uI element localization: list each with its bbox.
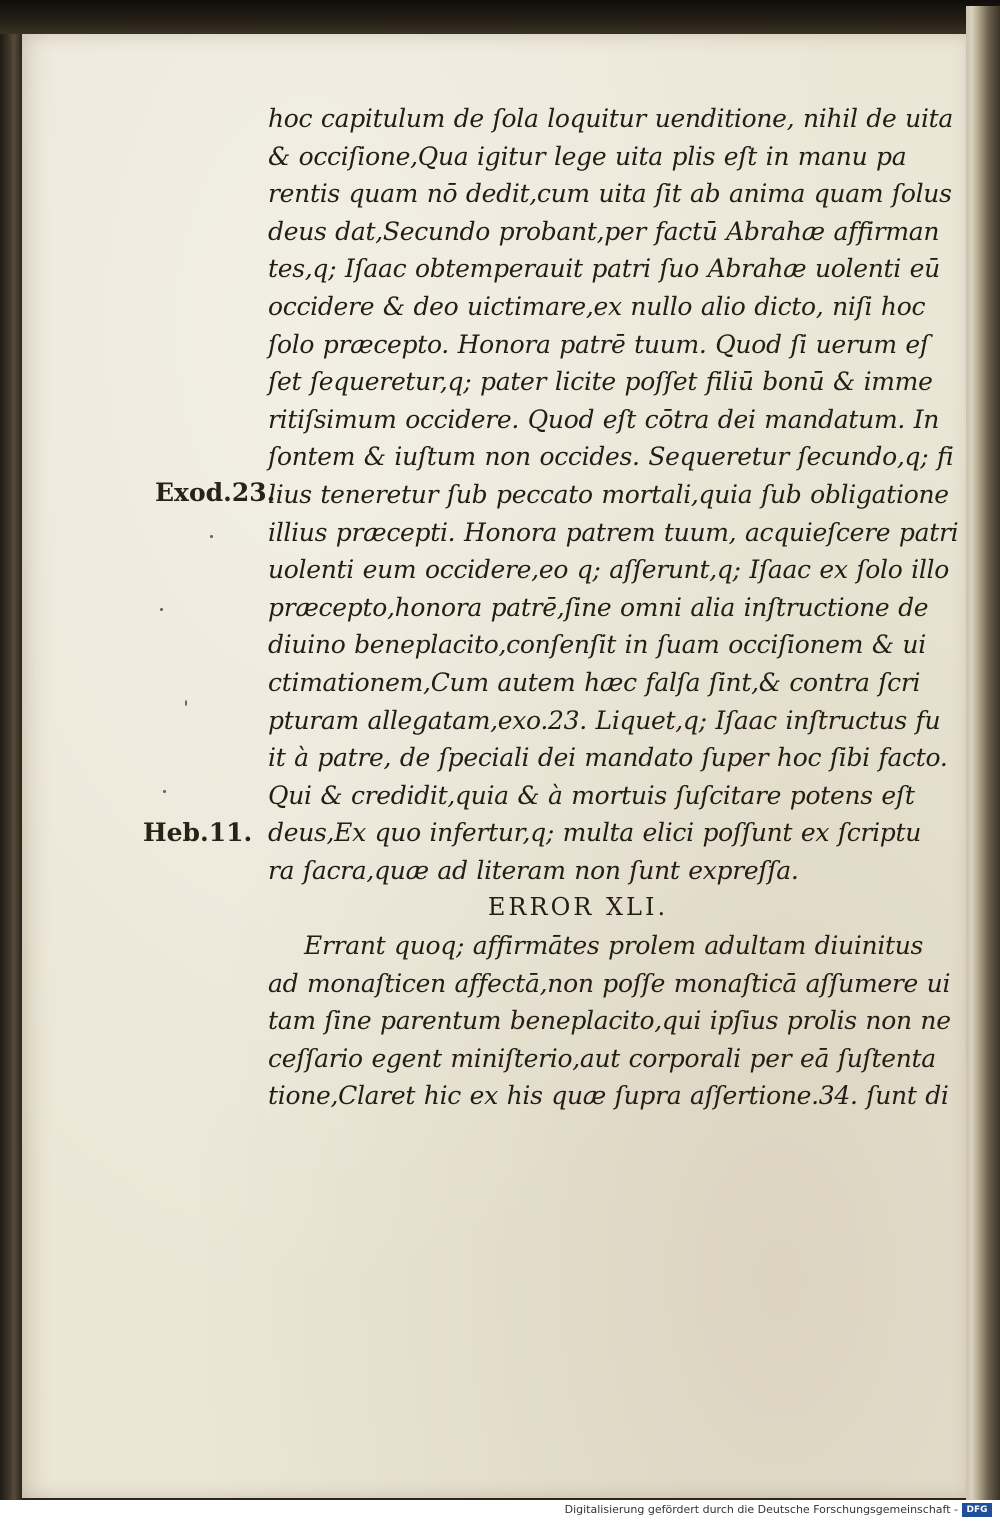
text-line: deus,Ex quo infertur,q; multa elici poſſunt ex ſcriptu [268,818,922,848]
text-line: ra ſacra,quæ ad literam non ſunt expreſſa. [268,855,799,885]
dfg-logo: DFG [962,1503,992,1517]
text-line: occidere & deo uictimare,ex nullo alio dicto, niſi hoc [268,291,926,321]
text-line: deus dat,Secundo probant,per factū Abrahæ affirman [268,216,940,246]
section-heading: ERROR XLI. [487,893,669,922]
text-line: illius præcepti. Honora patrem tuum, acquieſcere patri [268,517,959,547]
text-line: diuino beneplacito,conſenſit in ſuam occiſionem & ui [268,630,926,660]
text-line: hoc capitulum de ſola loquitur uenditione, nihil de uita [268,104,953,133]
text-line: tam ſine parentum beneplacito,qui ipſius prolis non ne [268,1006,951,1036]
footer-bar [0,1500,1000,1521]
book-fore-edge [966,6,1000,1501]
text-line: it à patre, de ſpeciali dei mandato ſuper hoc ſibi facto. [268,743,948,773]
text-line: Errant quoq; affirmātes prolem adultam diuinitus [304,931,924,961]
text-line: tione,Claret hic ex his quæ ſupra aſſertione.34. ſunt di [268,1081,949,1111]
page-speck [185,700,187,706]
page-speck [163,790,166,793]
text-line: pturam allegatam,exo.23. Liquet,q; Iſaac inſtructus fu [268,705,941,735]
body-text [268,100,959,1115]
book-top-edge [0,0,1000,34]
text-line: Qui & credidit,quia & à mortuis ſuſcitare potens eſt [268,780,915,810]
text-line: & occiſione,Qua igitur lege uita plis eſt in manu pa [268,141,907,171]
text-line: præcepto,honora patrē,ſine omni alia inſtructione de [268,592,929,622]
page-speck [210,535,213,538]
margin-note-hebrews: Heb.11. [143,818,253,847]
text-line: ctimationem,Cum autem hæc falſa ſint,& contra ſcri [268,667,921,697]
text-line: lius teneretur ſub peccato mortali,quia ſub obligatione [268,479,949,509]
text-line: ritiſsimum occidere. Quod eſt cōtra dei mandatum. In [268,404,940,434]
funding-credit: Digitalisierung gefördert durch die Deutsche Forschungsgemeinschaft - [564,1503,958,1516]
text-line: rentis quam nō dedit,cum uita ſit ab anima quam ſolus [268,179,952,209]
text-line: ſolo præcepto. Honora patrē tuum. Quod ſi uerum eſ [268,329,929,359]
text-line: ad monaſticen affectā,non poſſe monaſticā aſſumere ui [268,968,951,998]
text-line: ceſſario egent miniſterio,aut corporali per eā ſuſtenta [268,1043,936,1073]
page-speck [160,608,163,611]
text-line: ſontem & iuſtum non occides. Sequeretur ſecundo,q; fi [268,442,954,472]
text-line: uolenti eum occidere,eo q; aſſerunt,q; Iſaac ex ſolo illo [268,555,949,585]
text-line: tes,q; Iſaac obtemperauit patri ſuo Abrahæ uolenti eū [268,254,940,284]
margin-note-exodus: Exod.23. [155,478,276,507]
text-line: ſet ſequeretur,q; pater licite poſſet filiū bonū & imme [268,367,933,397]
